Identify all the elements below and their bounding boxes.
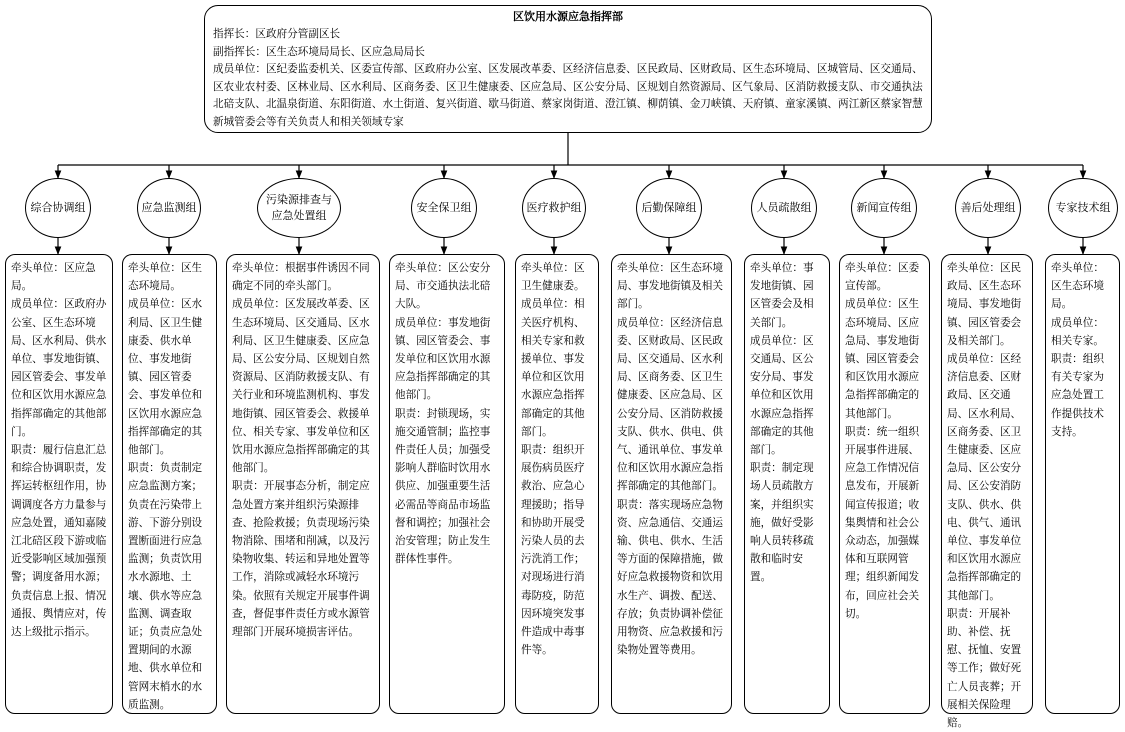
group-node xyxy=(411,178,477,238)
group-detail-box xyxy=(839,254,930,714)
group-node xyxy=(955,178,1021,238)
group-node xyxy=(851,178,917,238)
member-units-text: 成员单位：相关医疗机构、相关专家和救援单位、事发单位和区饮用水源应急指挥部确定的其他部门。 xyxy=(521,298,585,438)
headquarters-box xyxy=(204,5,932,133)
group-detail-box xyxy=(122,254,217,714)
group-detail-box xyxy=(1045,254,1120,714)
duty-text: 职责：履行信息汇总和综合协调职责，发挥运转枢纽作用，协调调度各方力量参与应急处置，通知嘉陵江北碚区段下游或临近受影响区域加强预警；调度备用水源；负责信息上报、情况通报、舆情应对，传达上级批示指示。 xyxy=(11,444,107,639)
duty-text: 职责：封锁现场，实施交通管制；监控事件责任人员；加强受影响人群临时饮用水供应、加强重要生活必需品等商品市场监督和调控；加强社会治安管理；防止发生群体性事件。 xyxy=(395,407,491,566)
lead-unit-text: 牵头单位：事发地街镇、园区管委会及相关部门。 xyxy=(750,262,814,329)
duty-text: 职责：组织有关专家为应急处置工作提供技术支持。 xyxy=(1051,353,1104,438)
lead-unit-text: 牵头单位：区委宣传部。 xyxy=(845,262,920,293)
group-name: 安全保卫组 xyxy=(416,201,472,214)
member-units-text: 成员单位：区政府办公室、区生态环境局、区水利局、供水单位、事发地街镇、园区管委会、事发单位和区饮用水源应急指挥部确定的其他部门。 xyxy=(11,298,107,438)
member-units-text: 成员单位：区经济信息委、区财政局、区民政局、区交通局、区水利局、区商务委、区卫生健康委、区应急局、区公安分局、区消防救援支队、供水、供电、供气、通讯单位、事发单位和区饮用水源应急指挥部确定的其他部门。 xyxy=(617,316,723,493)
deputy-commander-text: 副指挥长：区生态环境局局长、区应急局局长 xyxy=(213,45,425,58)
duty-text: 职责：开展补助、补偿、抚慰、抚恤、安置等工作；做好死亡人员丧葬；开展相关保险理赔。 xyxy=(947,607,1022,730)
member-units-text: 成员单位：事发地街镇、园区管委会、事发单位和区饮用水源应急指挥部确定的其他部门。 xyxy=(395,316,491,402)
group-node xyxy=(636,178,702,238)
group-node xyxy=(137,178,201,238)
member-units-text: 成员单位：区水利局、区卫生健康委、供水单位、事发地街镇、园区管委会、事发单位和区饮用水源应急指挥部确定的其他部门。 xyxy=(128,298,203,457)
member-units-text: 成员单位：相关专家。 xyxy=(1051,316,1104,347)
member-units-text: 成员单位：区交通局、区公安分局、事发单位和区饮用水源应急指挥部确定的其他部门。 xyxy=(750,334,814,457)
group-name: 应急监测组 xyxy=(141,201,197,214)
lead-unit-text: 牵头单位：区应急局。 xyxy=(11,262,96,293)
duty-text: 职责：负责制定应急监测方案；负责在污染带上游、下游分别设置断面进行应急监测；负责饮用水水源地、土壤、供水等应急监测、调查取证；负责应急处置期间的水源地、供水单位和管网末梢水的水质监测。 xyxy=(128,462,203,711)
group-name: 善后处理组 xyxy=(960,201,1016,214)
duty-text: 职责：制定现场人员疏散方案，并组织实施，做好受影响人员转移疏散和临时安置。 xyxy=(750,462,814,584)
group-detail-box xyxy=(941,254,1033,730)
group-detail-box xyxy=(611,254,732,714)
member-units-text: 成员单位：区生态环境局、区应急局、事发地街镇、园区管委会和区饮用水源应急指挥部确定的其他部门。 xyxy=(845,298,920,420)
duty-text: 职责：统一组织开展事件进展、应急工作情况信息发布，开展新闻宣传报道；收集舆情和社会公众动态，加强媒体和互联网管理；组织新闻发布，回应社会关切。 xyxy=(845,425,920,620)
lead-unit-text: 牵头单位：区民政局、区生态环境局、事发地街镇、园区管委会及相关部门。 xyxy=(947,262,1022,347)
group-node xyxy=(522,178,586,238)
group-node xyxy=(25,178,91,238)
group-name: 后勤保障组 xyxy=(641,201,697,214)
member-units-text: 成员单位：区经济信息委、区财政局、区交通局、区水利局、区商务委、区卫生健康委、区应急局、区公安分局、区公安消防支队、供水、供电、供气、通讯单位、事发单位和区饮用水源应急指挥部确定的其他部门。 xyxy=(947,353,1022,602)
commander-text: 指挥长：区政府分管副区长 xyxy=(213,28,341,40)
lead-unit-text: 牵头单位：区卫生健康委。 xyxy=(521,262,585,293)
group-detail-box xyxy=(515,254,599,714)
group-name: 新闻宣传组 xyxy=(856,201,912,214)
group-node xyxy=(751,178,817,238)
duty-text: 职责：落实现场应急物资、应急通信、交通运输、供电、供水、生活等方面的保障措施，做好应急救援物资和饮用水生产、调拨、配送、存放；负责协调补偿征用物资、应急救援和污染物处置等费用。 xyxy=(617,498,723,657)
group-name: 污染源排查与应急处置组 xyxy=(266,193,332,222)
group-detail-box xyxy=(744,254,830,714)
group-name: 专家技术组 xyxy=(1055,201,1111,214)
duty-text: 职责：开展事态分析，制定应急处置方案并组织污染源排查、抢险救援；负责现场污染物消除、围堵和削减，以及污染物收集、转运和异地处置等工作，消除或减轻水环境污染。依照有关规定开展事件调查，督促事件责任方或水源管理部门开展环境损害评估。 xyxy=(232,480,370,639)
duty-text: 职责：组织开展伤病员医疗救治、应急心理援助；指导和协助开展受污染人员的去污洗消工作；对现场进行消毒防疫，防范因环境突发事件造成中毒事件等。 xyxy=(521,444,585,657)
member-units-text: 成员单位：区发展改革委、区生态环境局、区交通局、区水利局、区卫生健康委、区应急局、区公安分局、区规划自然资源局、区消防救援支队、有关行业和环境监测机构、事发地街镇、园区管委会、救援单位、相关专家、事发单位和区饮用水源应急指挥部确定的其他部门。 xyxy=(232,298,370,475)
group-name: 人员疏散组 xyxy=(756,201,812,214)
group-detail-box xyxy=(5,254,113,714)
lead-unit-text: 牵头单位：区生态环境局。 xyxy=(1051,262,1104,311)
group-detail-box xyxy=(226,254,380,714)
headquarters-title: 区饮用水源应急指挥部 xyxy=(513,10,623,23)
lead-unit-text: 牵头单位：区公安分局、市交通执法北碚大队。 xyxy=(395,262,491,311)
group-name: 综合协调组 xyxy=(30,201,86,214)
group-node xyxy=(1048,178,1118,238)
member-units-text: 成员单位：区纪委监委机关、区委宣传部、区政府办公室、区发展改革委、区经济信息委、区民政局、区财政局、区生态环境局、区城管局、区交通局、区农业农村委、区林业局、区水利局、区商务委、区卫生健康委、区应急局、区公安分局、区规划自然资源局、区气象局、区消防救援支队、市交通执法北碚支队、北温泉街道、东阳街道、水土街道、复兴街道、歇马街道、蔡家岗街道、澄江镇、柳荫镇、金刀峡镇、天府镇、童家溪镇、两江新区蔡家智慧新城管委会等有关负责人和相关领域专家 xyxy=(213,63,923,128)
lead-unit-text: 牵头单位：区生态环境局。 xyxy=(128,262,203,293)
group-detail-box xyxy=(389,254,505,714)
group-node xyxy=(257,178,341,238)
lead-unit-text: 牵头单位：根据事件诱因不同确定不同的牵头部门。 xyxy=(232,262,370,293)
lead-unit-text: 牵头单位：区生态环境局、事发地街镇及相关部门。 xyxy=(617,262,723,311)
group-name: 医疗救护组 xyxy=(526,201,582,214)
